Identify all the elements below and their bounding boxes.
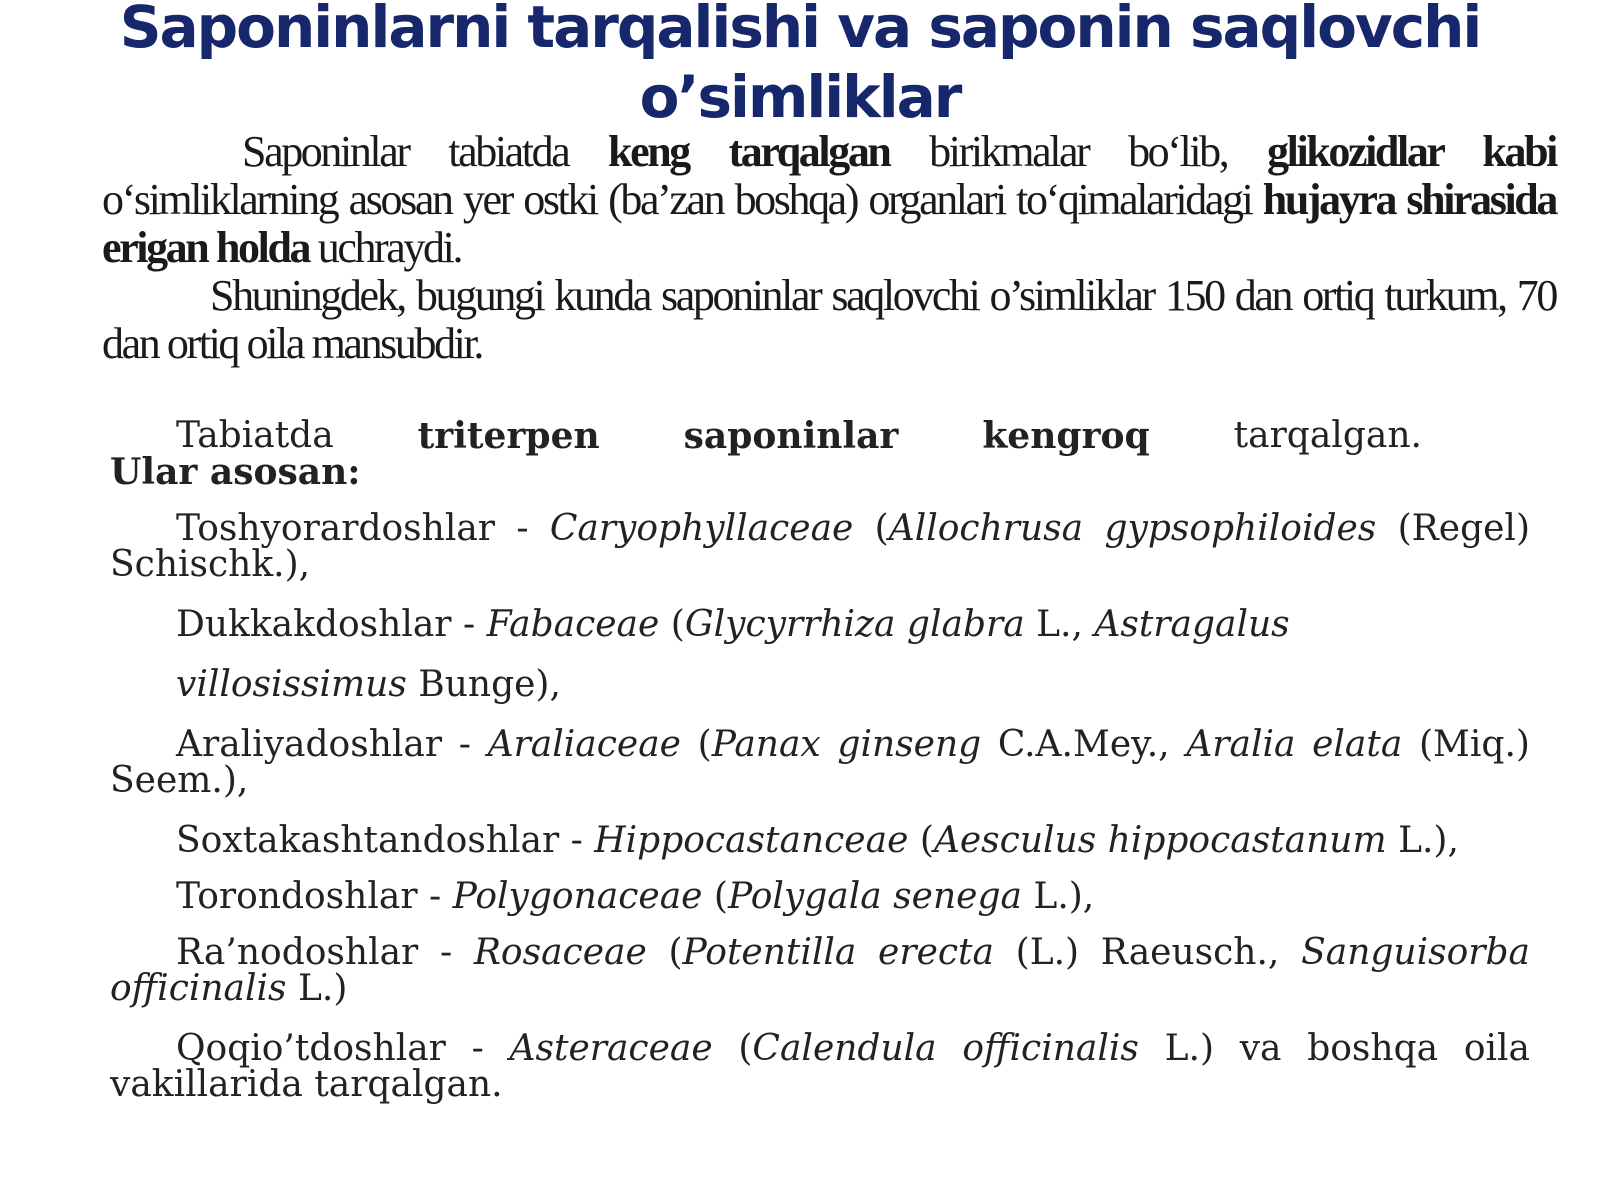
text-run: C.A.Mey.,: [981, 724, 1187, 765]
italic-run: Glycyrrhiza glabra: [684, 604, 1025, 645]
italic-run: villosissimus: [176, 664, 407, 705]
italic-run: Araliaceae: [487, 724, 681, 765]
list-item: [110, 724, 1530, 801]
lead-word: kengroq: [982, 415, 1150, 457]
list-item: [110, 508, 1530, 585]
list-item: [110, 1028, 1530, 1105]
bold-run: glikozidlar kabi: [1267, 127, 1556, 176]
italic-run: Allochrusa gypsophiloides: [888, 508, 1377, 549]
text-run: (: [908, 820, 934, 861]
italic-run: Sanguisorba officinalis: [110, 932, 1530, 1009]
text-run: Soxtakashtandoshlar -: [176, 820, 595, 861]
italic-run: Aesculus hippocastanum: [933, 820, 1387, 861]
italic-run: Fabaceae: [486, 604, 660, 645]
title-line-2: o’simliklar: [639, 63, 961, 131]
intro-paragraph-1: [102, 128, 1556, 272]
text-run: uchraydi.: [309, 223, 462, 272]
text-run: (L.) Raeusch.,: [993, 932, 1302, 973]
text-run: L.) va boshqa oila vakillarida tarqalgan.: [110, 1028, 1530, 1105]
slide-title: [100, 0, 1500, 132]
text-run: Saponinlar tabiatda: [242, 127, 609, 176]
list-item: [110, 820, 1530, 861]
text-run: (: [702, 876, 728, 917]
text-run: (: [853, 508, 889, 549]
text-run: Torondoshlar -: [176, 876, 453, 917]
list-item: [110, 876, 1530, 917]
text-run: (: [712, 1028, 753, 1069]
list-lead-line: [110, 415, 1422, 457]
italic-run: Asteraceae: [509, 1028, 713, 1069]
text-run: (: [680, 724, 712, 765]
text-run: (: [659, 604, 685, 645]
italic-run: Panax ginseng: [711, 724, 982, 765]
lead-word: Tabiatda: [176, 415, 334, 456]
italic-run: Calendula officinalis: [752, 1028, 1139, 1069]
list-lead-second: [110, 451, 1530, 493]
text-run: L.),: [1386, 820, 1459, 861]
family-list: [110, 415, 1530, 1127]
list-item: [110, 604, 1530, 705]
title-line-1: Saponinlarni tarqalishi va saponin saqlovchi: [119, 0, 1481, 61]
lead-word: triterpen: [417, 415, 600, 457]
text-run: (: [646, 932, 683, 973]
lead-word: tarqalgan.: [1233, 415, 1422, 456]
italic-run: Caryophyllaceae: [549, 508, 854, 549]
italic-run: Astragalus: [1094, 604, 1290, 645]
text-run: Ra’nodoshlar -: [176, 932, 474, 973]
bold-run: hujayra shirasida erigan holda: [102, 175, 1556, 272]
text-run: Araliyadoshlar -: [176, 724, 488, 765]
text-run: Toshyorardoshlar -: [176, 508, 550, 549]
intro-paragraph-2: Shuningdek, bugungi kunda saponinlar saqlovchi o’simliklar 150 dan ortiq turkum, 70 dan ortiq oila mansubdir.: [102, 271, 1556, 368]
text-run: (Miq.) Seem.),: [110, 724, 1530, 801]
intro-text: [102, 128, 1556, 368]
lead-word: saponinlar: [683, 415, 899, 457]
text-run: o‘simliklarning asosan yer ostki (ba’zan boshqa) organlari to‘qimalaridagi: [102, 175, 1263, 224]
italic-run: Rosaceae: [473, 932, 647, 973]
lead-second-text: Ular asosan:: [110, 451, 361, 493]
text-run: Dukkakdoshlar -: [176, 604, 487, 645]
text-run: L.): [286, 968, 348, 1009]
text-run: Qoqio’tdoshlar -: [176, 1028, 510, 1069]
text-run: (Regel) Schischk.),: [110, 508, 1530, 585]
italic-run: Aralia elata: [1186, 724, 1403, 765]
italic-run: Polygonaceae: [452, 876, 703, 917]
italic-run: Potentilla erecta: [682, 932, 994, 973]
text-run: Bunge),: [406, 664, 561, 705]
list-item-continuation: [110, 664, 1530, 705]
text-run: L.,: [1024, 604, 1095, 645]
italic-run: Hippocastanceae: [594, 820, 909, 861]
text-run: L.),: [1021, 876, 1095, 917]
list-item: [110, 932, 1530, 1009]
italic-run: Polygala senega: [727, 876, 1022, 917]
text-run: birikmalar bo‘lib,: [889, 127, 1268, 176]
bold-run: keng tarqalgan: [608, 127, 890, 176]
